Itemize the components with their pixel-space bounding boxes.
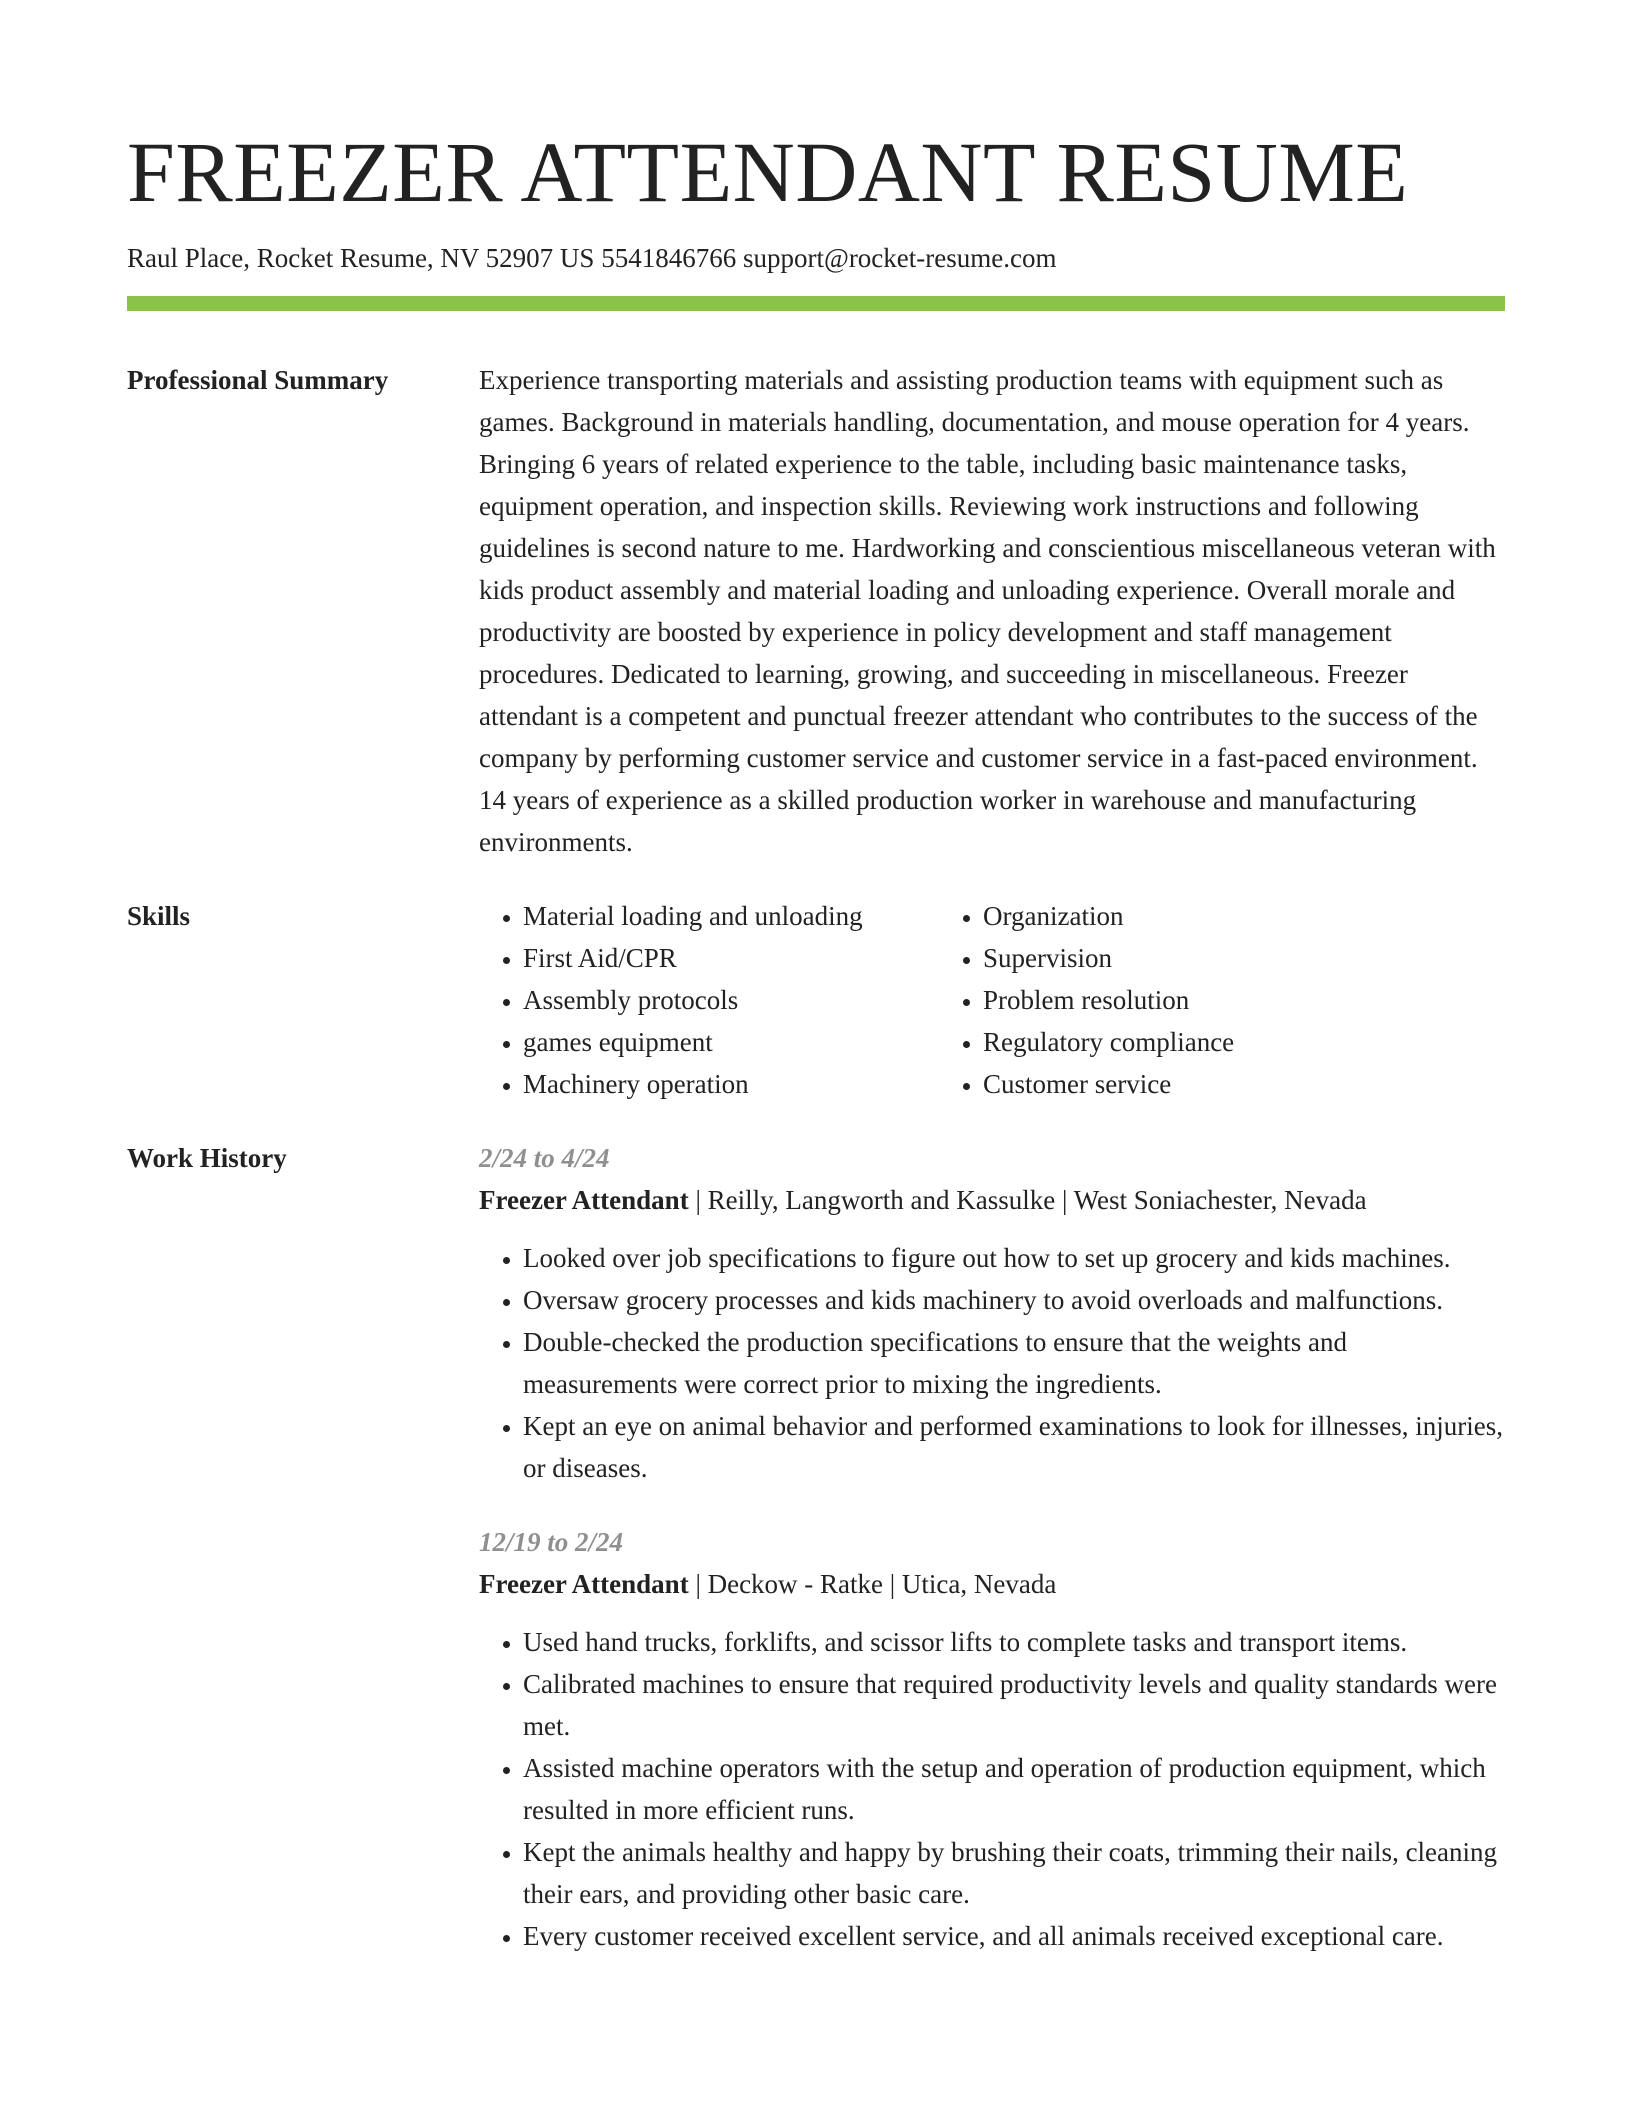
skills-section [127,895,1505,1105]
duty-item: • Kept an eye on animal behavior and performed examinations to look for illnesses, injuries, or diseases. [523,1405,1505,1489]
job-entry [479,1521,1505,1957]
work-history-section [127,1137,1505,1957]
skill-item: • Machinery operation [523,1063,939,1105]
job-heading [479,1563,1505,1605]
duty-item: • Calibrated machines to ensure that required productivity levels and quality standards were met. [523,1663,1505,1747]
skill-item: • Assembly protocols [523,979,939,1021]
section-label-skills: Skills [127,901,191,931]
skill-item: • Regulatory compliance [983,1021,1499,1063]
duty-item: • Double-checked the production specifications to ensure that the weights and measurements were correct prior to mixing the ingredients. [523,1321,1505,1405]
duty-item: • Every customer received excellent service, and all animals received exceptional care. [523,1915,1505,1957]
section-label-work-history: Work History [127,1143,287,1173]
skill-item: • Supervision [983,937,1499,979]
job-title: Freezer Attendant [479,1569,689,1599]
section-label-summary: Professional Summary [127,365,389,395]
job-employer-location: | Deckow - Ratke | Utica, Nevada [688,1569,1057,1599]
skill-item: • Material loading and unloading [523,895,939,937]
skill-item: • Organization [983,895,1499,937]
skill-item: • Customer service [983,1063,1499,1105]
skill-item: • games equipment [523,1021,939,1063]
skills-list-right [939,895,1499,1105]
skills-columns [479,895,1505,1105]
duty-item: • Kept the animals healthy and happy by brushing their coats, trimming their nails, cleaning their ears, and providing other basic care. [523,1831,1505,1915]
job-title: Freezer Attendant [479,1185,689,1215]
job-dates: 2/24 to 4/24 [479,1143,610,1173]
contact-line: Raul Place, Rocket Resume, NV 52907 US 5541846766 support@rocket-resume.com [127,243,1057,273]
duty-item: • Used hand trucks, forklifts, and scissor lifts to complete tasks and transport items. [523,1621,1505,1663]
duty-item: • Oversaw grocery processes and kids machinery to avoid overloads and malfunctions. [523,1279,1505,1321]
job-entry [479,1137,1505,1489]
job-duties [479,1237,1505,1489]
skill-item: • Problem resolution [983,979,1499,1021]
resume-title: FREEZER ATTENDANT RESUME [127,124,1409,220]
job-dates: 12/19 to 2/24 [479,1527,624,1557]
job-heading [479,1179,1505,1221]
duty-item: • Looked over job specifications to figure out how to set up grocery and kids machines. [523,1237,1505,1279]
job-employer-location: | Reilly, Langworth and Kassulke | West Soniachester, Nevada [688,1185,1367,1215]
professional-summary-section [127,359,1505,863]
accent-divider [127,296,1505,311]
duty-item: • Assisted machine operators with the setup and operation of production equipment, which resulted in more efficient runs. [523,1747,1505,1831]
job-duties [479,1621,1505,1957]
skill-item: • First Aid/CPR [523,937,939,979]
skills-list-left [479,895,939,1105]
work-history-body [479,1137,1505,1957]
summary-text: Experience transporting materials and assisting production teams with equipment such as games. Background in materials handling, documentation, and mouse operation for 4 years. Bringing 6 years of related experience to the table, including basic maintenance tasks, equipment operation, and inspection skills. Reviewing work instructions and following guidelines is second nature to me. Hardworking and conscientious miscellaneous veteran with kids product assembly and material loading and unloading experience. Overall morale and productivity are boosted by experience in policy development and staff management procedures. Dedicated to learning, growing, and succeeding in miscellaneous. Freezer attendant is a competent and punctual freezer attendant who contributes to the success of the company by performing customer service and customer service in a fast-paced environment. 14 years of experience as a skilled production worker in warehouse and manufacturing environments. [479,365,1496,857]
